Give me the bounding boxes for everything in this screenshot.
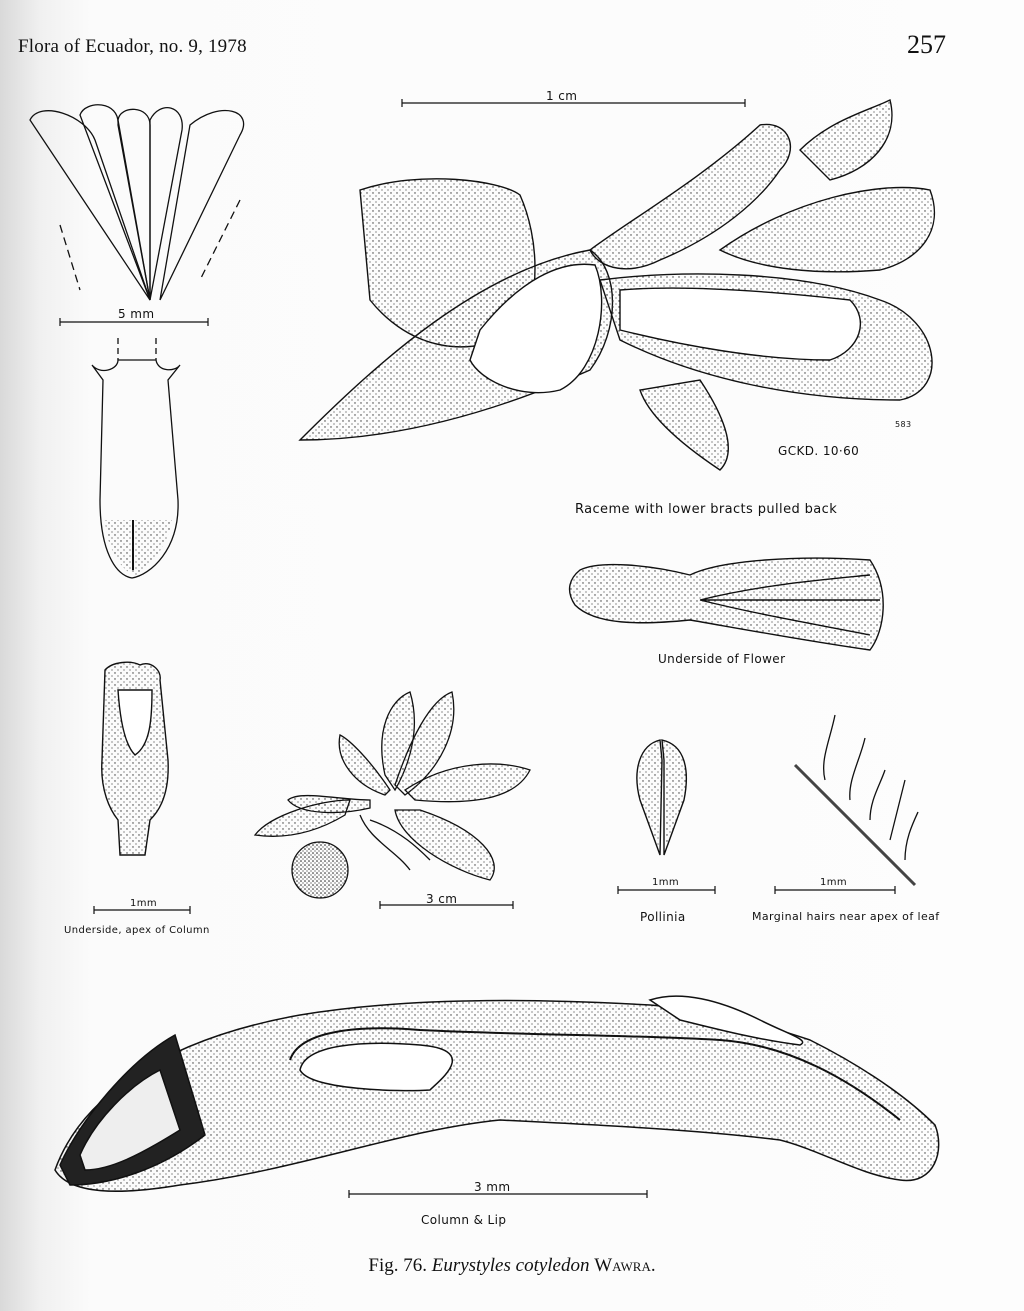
scale-label-plant: 3 cm — [426, 892, 458, 906]
column-lip-label: Column & Lip — [421, 1213, 507, 1227]
raceme-label: Raceme with lower bracts pulled back — [575, 502, 838, 517]
scale-label-hairs: 1mm — [820, 877, 848, 888]
column-apex-label: Underside, apex of Column — [64, 925, 210, 936]
artist-mark: 583 — [895, 420, 912, 429]
artist-signature: GCKD. 10·60 — [778, 444, 860, 458]
marginal-hairs-label: Marginal hairs near apex of leaf — [752, 910, 940, 923]
page-number: 257 — [907, 30, 946, 59]
underside-flower-label: Underside of Flower — [658, 652, 786, 666]
caption-prefix: Fig. 76. — [368, 1255, 427, 1276]
scale-label-pollinia: 1mm — [652, 877, 680, 888]
pollinia-drawing — [637, 740, 686, 855]
scale-label-raceme: 1 cm — [546, 89, 578, 103]
figure-caption — [0, 1255, 1024, 1277]
caption-species: Eurystyles cotyledon — [431, 1255, 590, 1276]
column-apex-drawing — [102, 662, 168, 855]
running-header: Flora of Ecuador, no. 9, 1978 — [18, 36, 247, 57]
scale-label-column-apex: 1mm — [130, 898, 158, 909]
scale-label-petals: 5 mm — [118, 307, 155, 321]
petals-drawing — [30, 105, 244, 300]
marginal-hairs-drawing — [795, 715, 918, 885]
pollinia-label: Pollinia — [640, 910, 686, 924]
scale-label-column-lip: 3 mm — [474, 1180, 511, 1194]
plant-drawing — [255, 692, 530, 898]
raceme-drawing — [300, 100, 934, 470]
caption-suffix: . — [650, 1255, 656, 1276]
lip-drawing — [92, 338, 180, 578]
underside-flower-drawing — [570, 558, 884, 650]
caption-author: Wawra — [594, 1255, 651, 1276]
column-lip-drawing — [55, 996, 939, 1191]
